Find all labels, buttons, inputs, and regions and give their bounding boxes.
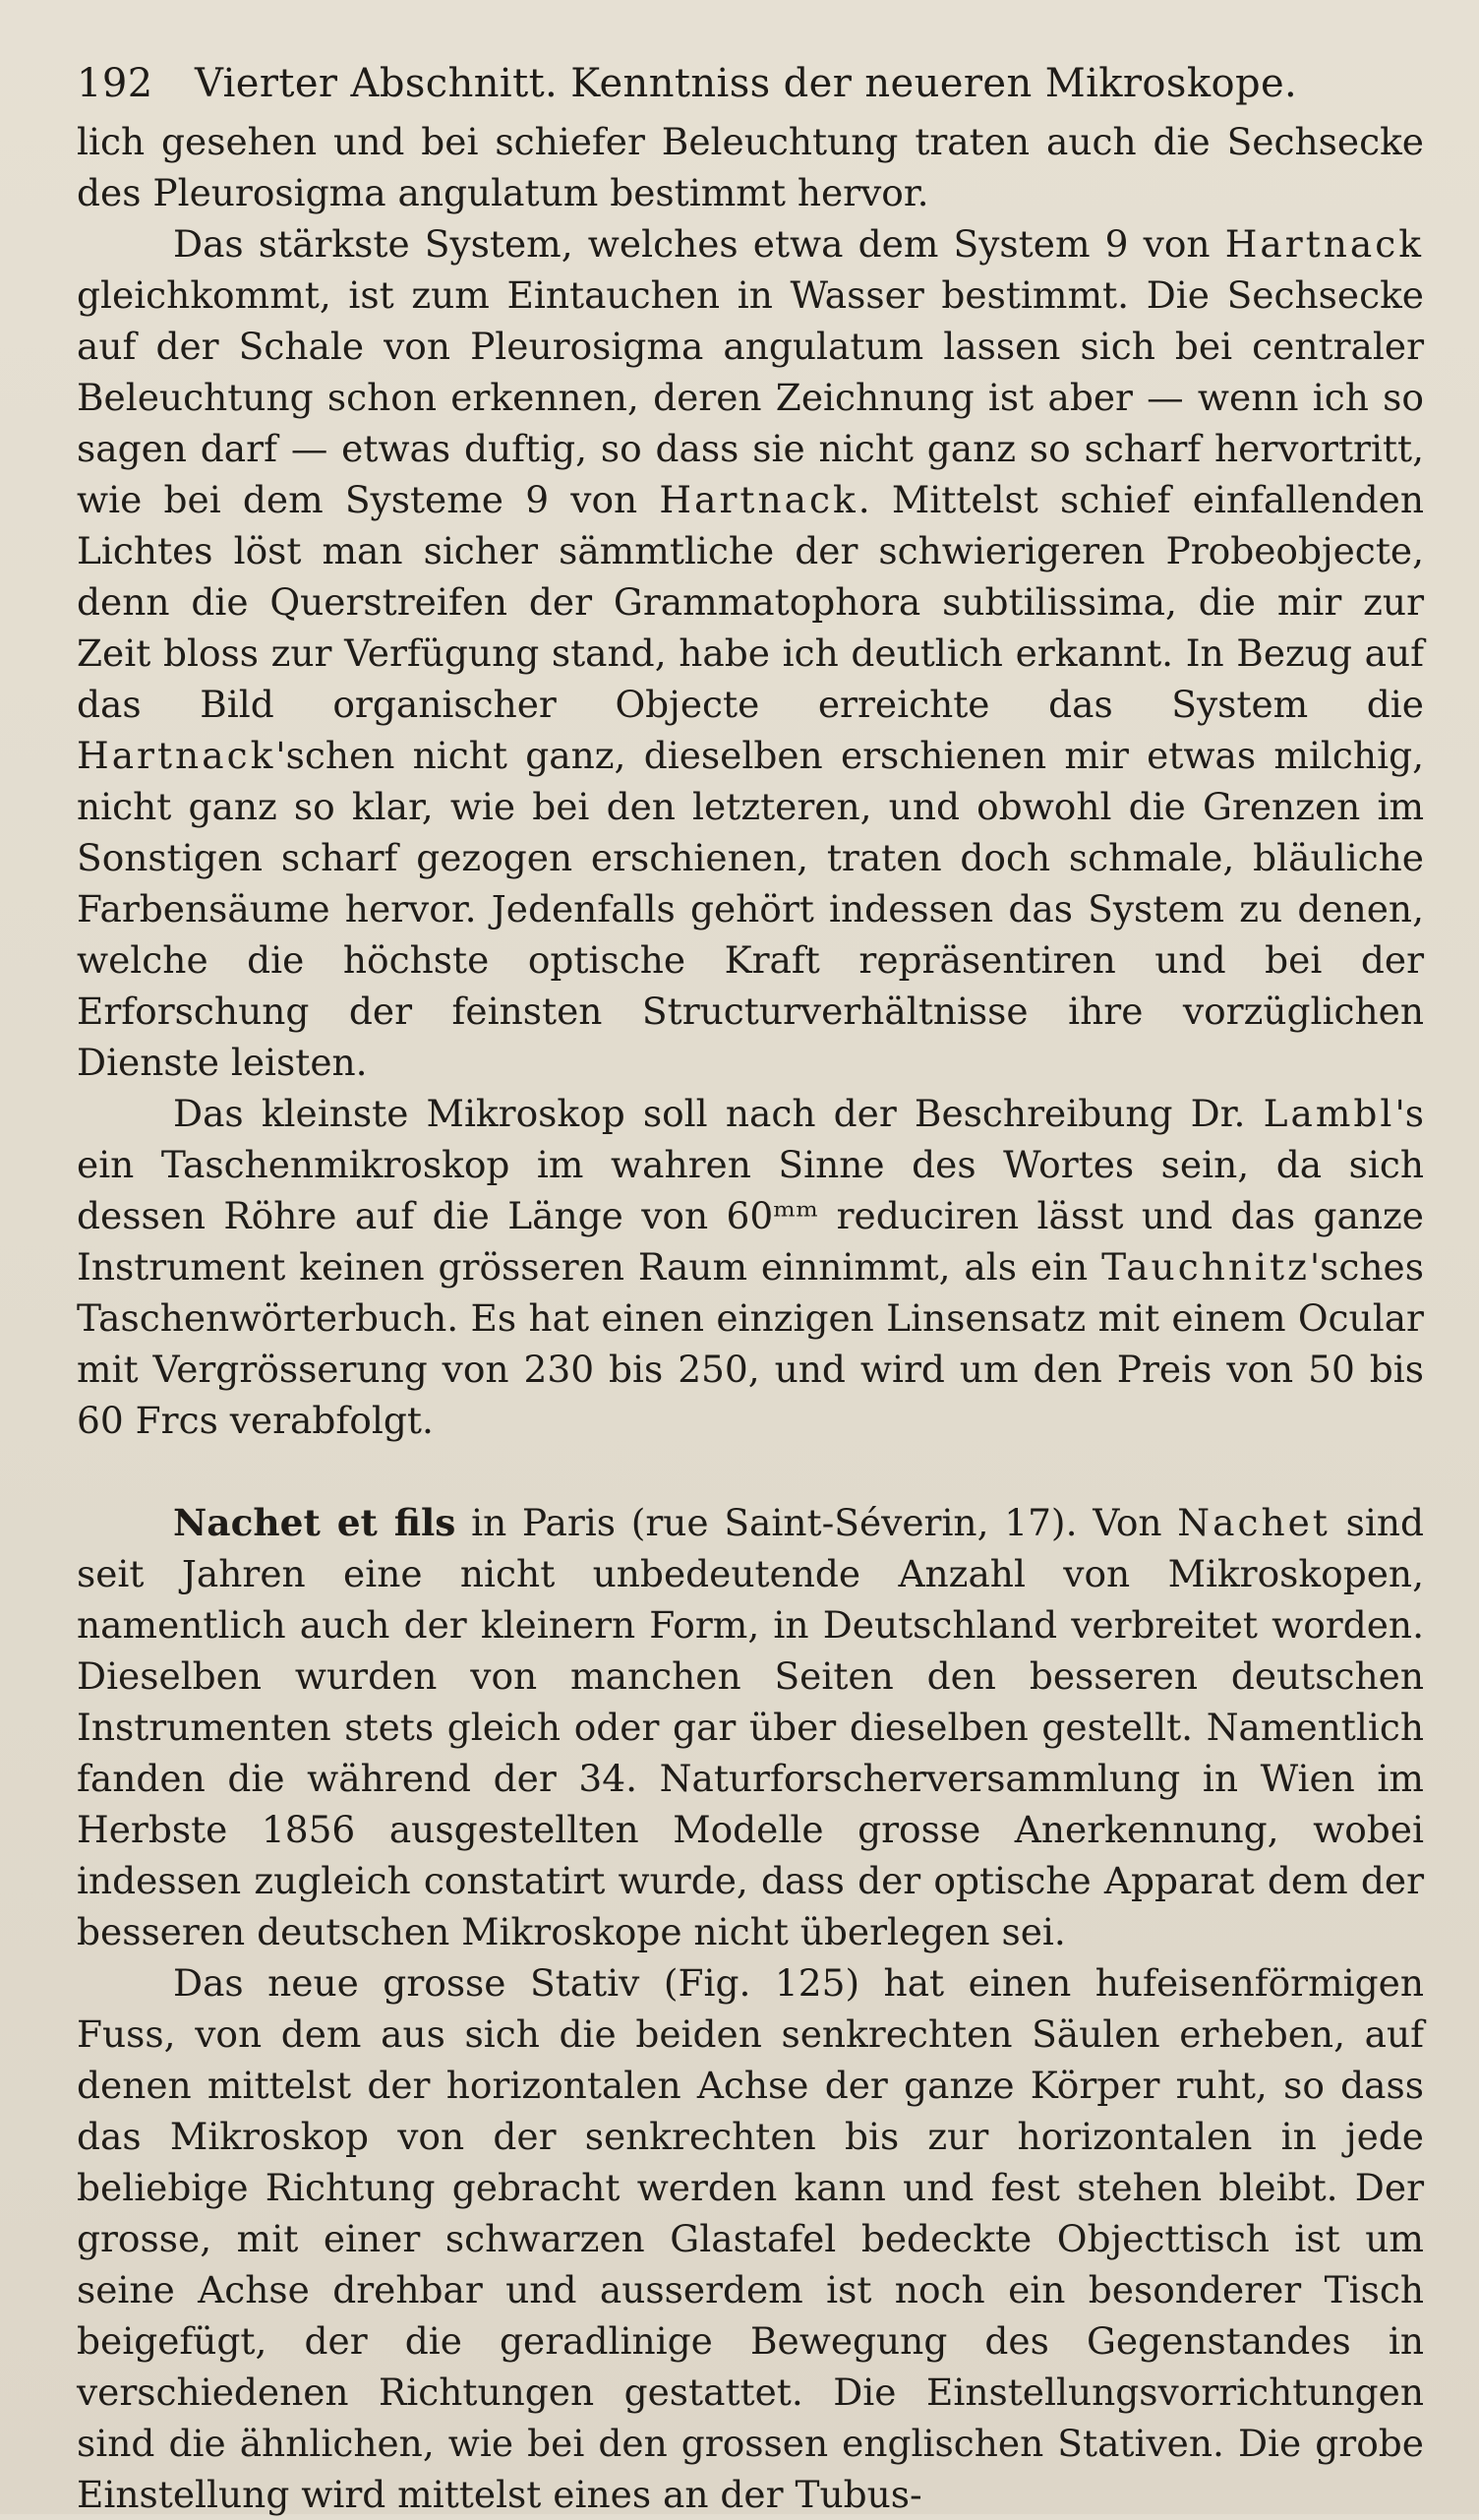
spaced-name: Lambl: [1263, 1092, 1395, 1135]
spaced-name: Hartnack: [659, 478, 858, 521]
running-head: Vierter Abschnitt. Kenntniss der neueren Mikroskope.: [195, 61, 1298, 106]
body-text: [77, 116, 1424, 2520]
paragraph: [77, 1088, 1424, 1446]
text-run: gleichkommt, ist zum Eintauchen in Wasser bestimmt. Die Sechsecke auf der Schale von Pleurosigma angulatum lassen sich bei centraler Beleuchtung schon erkennen, deren Zeichnung ist aber — wenn ich so sagen darf — etwas duftig, so dass sie nicht ganz so scharf hervortritt, wie bei dem Systeme 9 von: [77, 273, 1424, 521]
paragraph: [77, 1957, 1424, 2520]
text-run: . Mittelst schief einfallenden Lichtes löst man sicher sämmtliche der schwierigeren Probeobjecte, denn die Querstreifen der Grammatophora subtilissima, die mir zur Zeit bloss zur Verfügung stand, habe ich deutlich erkannt. In Bezug auf das Bild organischer Objecte erreichte das System die: [77, 478, 1424, 726]
text-run: Das neue grosse Stativ (Fig. 125) hat einen hufeisenförmigen Fuss, von dem aus sich die beiden senkrechten Säulen erheben, auf denen mittelst der horizontalen Achse der ganze Körper ruht, so dass das Mikroskop von der senkrechten bis zur horizontalen in jede beliebige Richtung gebracht werden kann und fest stehen bleibt. Der grosse, mit einer schwarzen Glastafel bedeckte Objecttisch ist um seine Achse drehbar und ausserdem ist noch ein besonderer Tisch beigefügt, der die geradlinige Bewegung des Gegenstandes in verschiedenen Richtungen gestattet. Die Einstellungsvorrichtungen sind die ähnlichen, wie bei den grossen englischen Stativen. Die grobe Einstellung wird mittelst eines an der Tubus-: [77, 1961, 1424, 2516]
text-run: sind seit Jahren eine nicht unbedeutende Anzahl von Mikroskopen, namentlich auch der kleinern Form, in Deutschland verbreitet worden. Dieselben wurden von manchen Seiten den besseren deutschen Instrumenten stets gleich oder gar über dieselben gestellt. Namentlich fanden die während der 34. Naturforscherversammlung in Wien im Herbste 1856 ausgestellten Modelle grosse Anerkennung, wobei indessen zugleich constatirt wurde, dass der optische Apparat dem der besseren deutschen Mikroskope nicht überlegen sei.: [77, 1501, 1424, 1953]
text-run: lich gesehen und bei schiefer Beleuchtung traten auch die Sechsecke des Pleurosigma angulatum bestimmt hervor.: [77, 120, 1424, 214]
text-run: in Paris (rue Saint-Séverin, 17). Von: [455, 1501, 1178, 1544]
text-run: 's ein Taschenmikroskop im wahren Sinne des Wortes sein, da sich dessen Röhre auf die Länge von 60ᵐᵐ reduciren lässt und das ganze Instrument keinen grösseren Raum einnimmt, als ein: [77, 1092, 1424, 1289]
page-header: [77, 61, 1424, 106]
page-number: 192: [77, 61, 153, 106]
spaced-name: Hartnack: [1224, 222, 1424, 266]
paragraph: [77, 116, 1424, 218]
spaced-name: Hartnack: [77, 734, 276, 777]
spaced-name: Nachet: [1177, 1501, 1331, 1544]
spaced-name: Tauchnitz: [1101, 1245, 1310, 1289]
text-run: 'sches Taschenwörterbuch. Es hat einen einzigen Linsensatz mit einem Ocular mit Vergrösserung von 230 bis 250, und wird um den Preis von 50 bis 60 Frcs verabfolgt.: [77, 1245, 1424, 1442]
paragraph: [77, 218, 1424, 1088]
paragraph: [77, 1497, 1424, 1957]
text-run: Das stärkste System, welches etwa dem System 9 von: [173, 222, 1225, 266]
section-heading: Nachet et fils: [173, 1501, 456, 1544]
text-run: 'schen nicht ganz, dieselben erschienen mir etwas milchig, nicht ganz so klar, wie bei den letzteren, und obwohl die Grenzen im Sonstigen scharf gezogen erschienen, traten doch schmale, bläuliche Farbensäume hervor. Jedenfalls gehört indessen das System zu denen, welche die höchste optische Kraft repräsentiren und bei der Erforschung der feinsten Structurverhältnisse ihre vorzüglichen Dienste leisten.: [77, 734, 1424, 1084]
text-run: Das kleinste Mikroskop soll nach der Beschreibung Dr.: [173, 1092, 1264, 1135]
